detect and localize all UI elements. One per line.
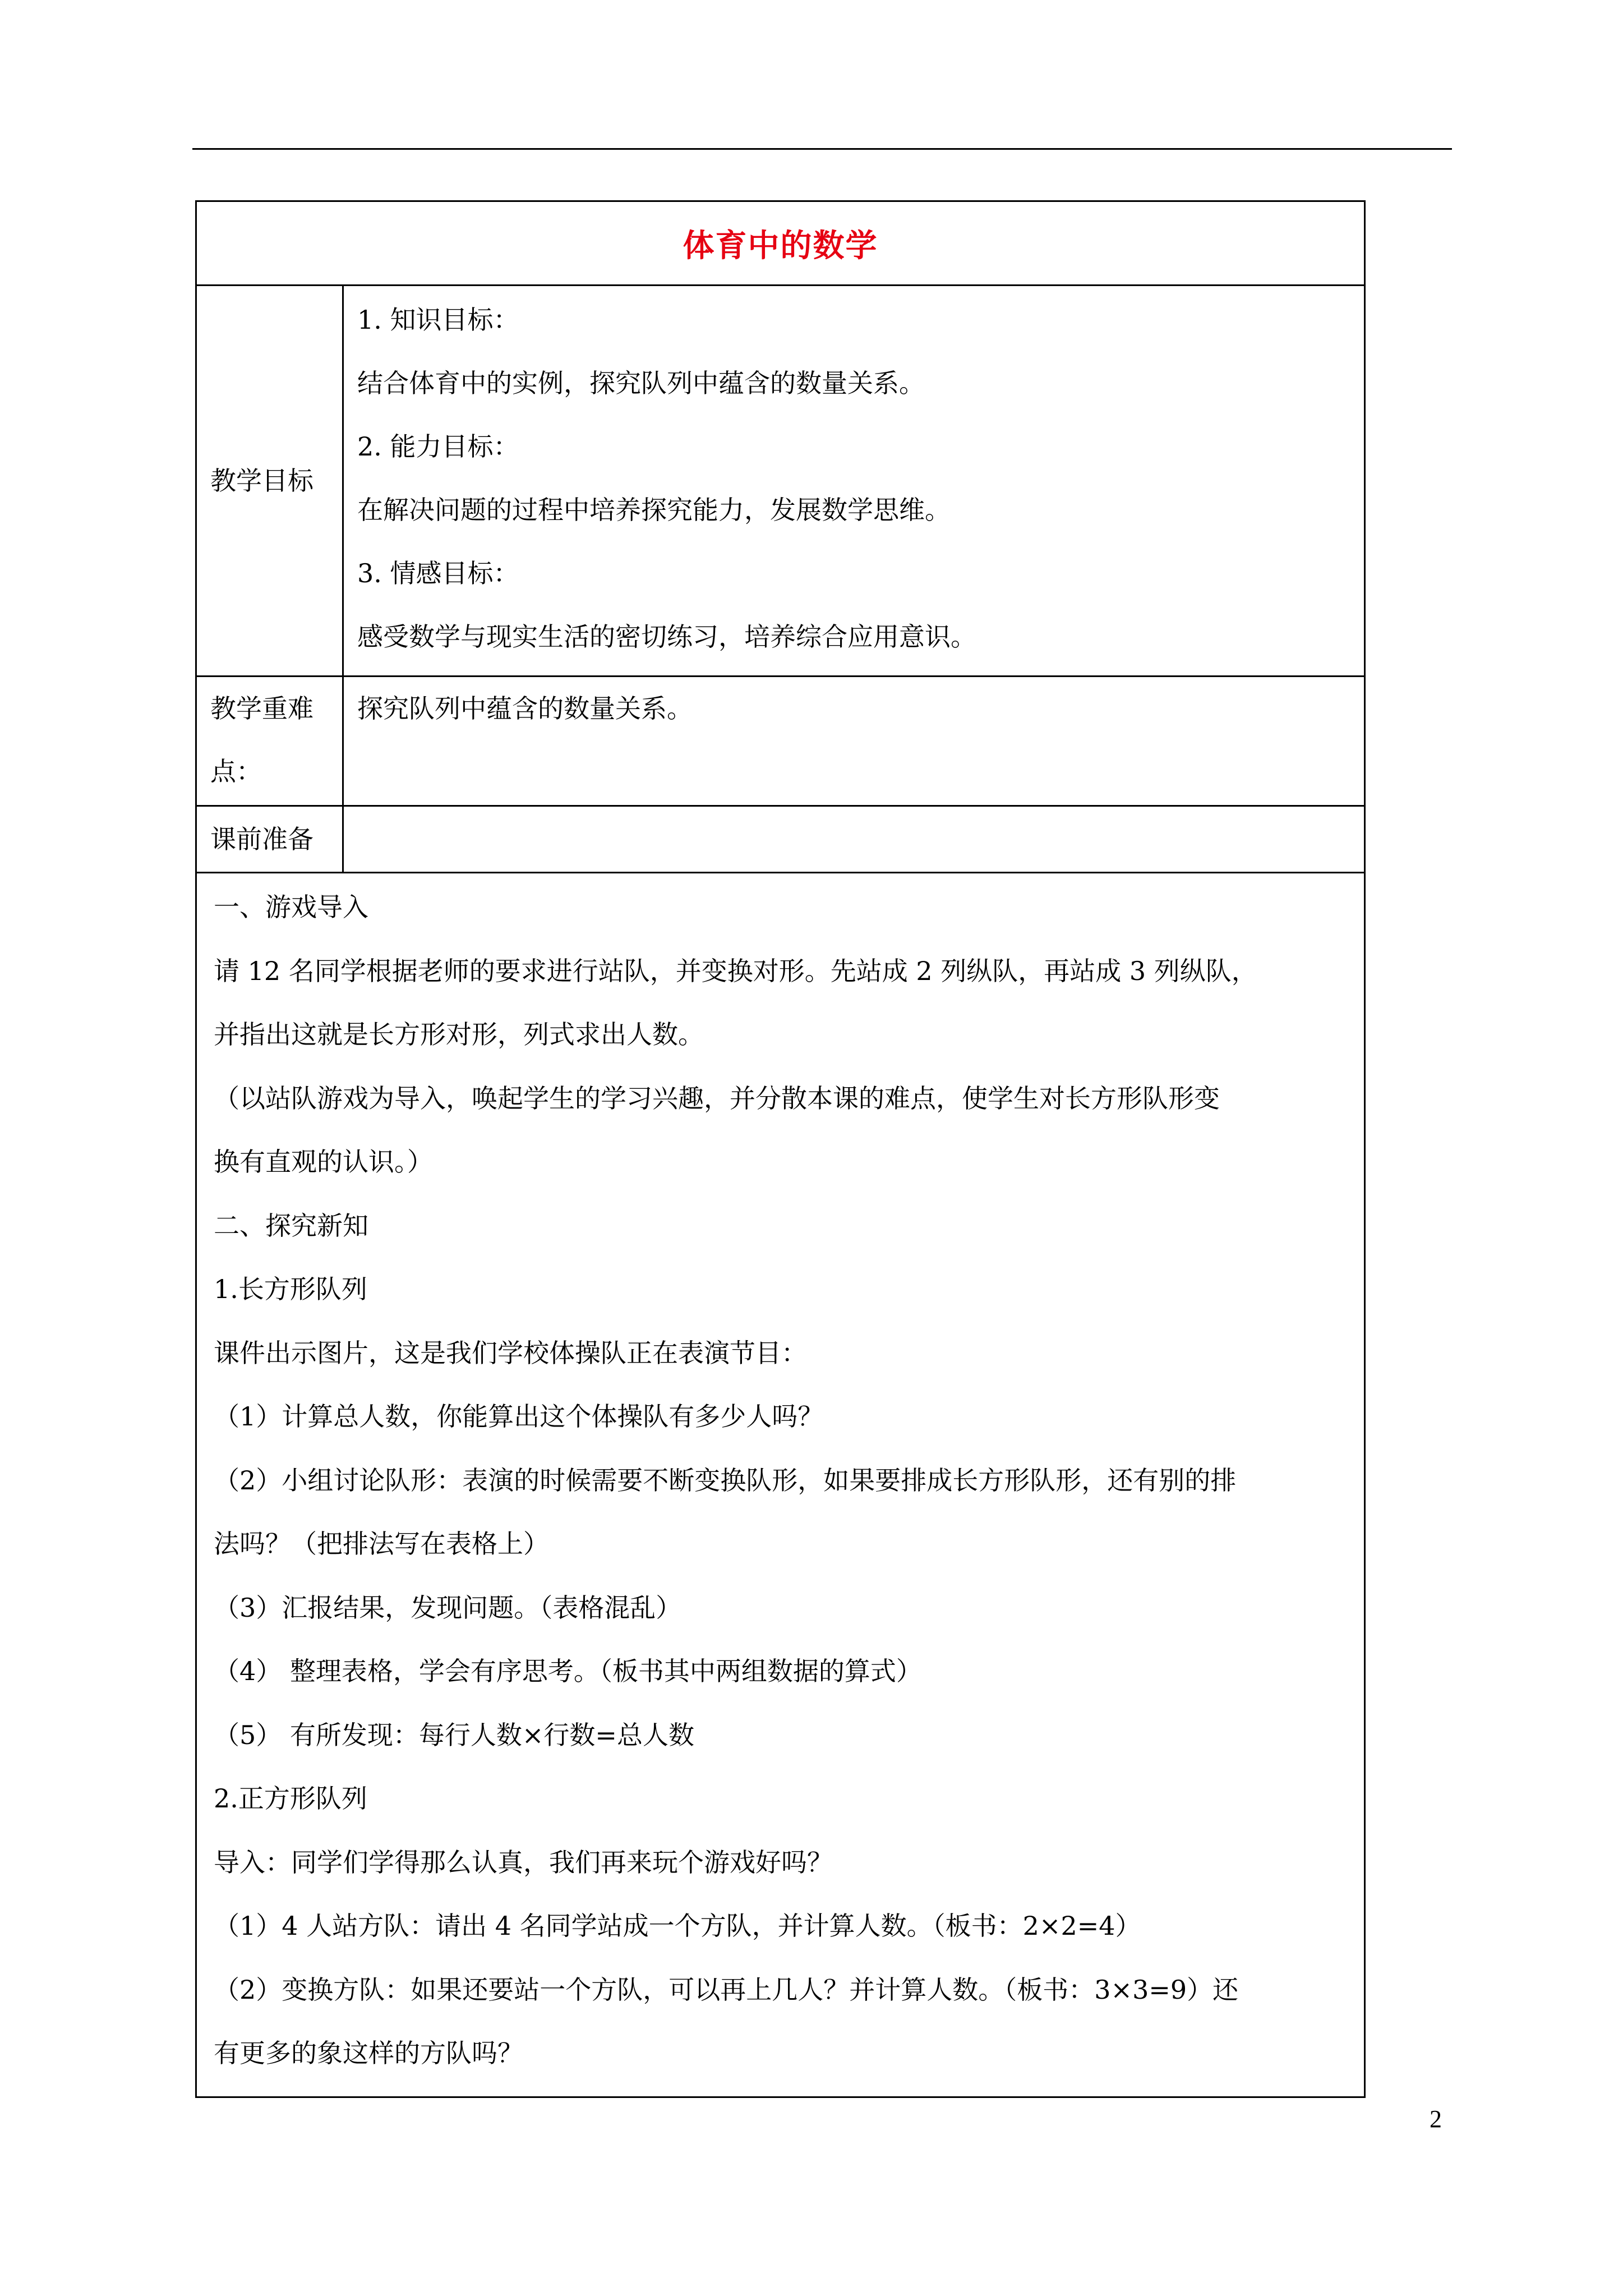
process-line: 法吗？（把排法写在表格上） bbox=[214, 1529, 549, 1559]
process-line: （1）计算总人数，你能算出这个体操队有多少人吗？ bbox=[214, 1401, 824, 1432]
process-line: 导入：同学们学得那么认真，我们再来玩个游戏好吗？ bbox=[214, 1847, 833, 1878]
goals-label: 教学目标 bbox=[196, 286, 343, 677]
process-line: 课件出示图片，这是我们学校体操队正在表演节目： bbox=[214, 1337, 807, 1368]
goals-content bbox=[343, 286, 1365, 677]
preparation-row bbox=[196, 806, 1365, 873]
goal-line: 1. 知识目标： bbox=[357, 305, 519, 335]
process-line: （1）4 人站方队：请出 4 名同学站成一个方队，并计算人数。（板书：2×2=4） bbox=[214, 1911, 1141, 1941]
section-heading: 二、探究新知 bbox=[214, 1210, 368, 1241]
difficulty-label-line2: 点： bbox=[210, 756, 262, 786]
process-content bbox=[196, 873, 1365, 2097]
goal-line: 2. 能力目标： bbox=[357, 431, 519, 462]
process-line: 并指出这就是长方形对形，列式求出人数。 bbox=[214, 1019, 704, 1050]
lesson-plan-table bbox=[195, 200, 1366, 2098]
difficulty-label-line1: 教学重难 bbox=[210, 693, 313, 724]
goal-line: 在解决问题的过程中培养探究能力，发展数学思维。 bbox=[357, 495, 951, 525]
goal-line: 3. 情感目标： bbox=[357, 558, 519, 588]
difficulty-row bbox=[196, 677, 1365, 806]
process-line: （3）汇报结果，发现问题。（表格混乱） bbox=[214, 1592, 682, 1623]
process-line: （2）小组讨论队形：表演的时候需要不断变换队形，如果要排成长方形队形，还有别的排 bbox=[214, 1465, 1237, 1496]
header-rule bbox=[192, 148, 1452, 150]
process-line: （以站队游戏为导入，唤起学生的学习兴趣，并分散本课的难点，使学生对长方形队形变 bbox=[214, 1083, 1220, 1114]
process-row bbox=[196, 873, 1365, 2097]
subsection-heading: 2.正方形队列 bbox=[214, 1783, 367, 1814]
page-number: 2 bbox=[1430, 2105, 1442, 2133]
process-line: 有更多的象这样的方队吗？ bbox=[214, 2038, 523, 2068]
process-line: 换有直观的认识。） bbox=[214, 1147, 433, 1177]
process-line: （4） 整理表格，学会有序思考。（板书其中两组数据的算式） bbox=[214, 1656, 922, 1686]
lesson-title: 体育中的数学 bbox=[196, 201, 1365, 286]
preparation-label: 课前准备 bbox=[196, 806, 343, 873]
preparation-content bbox=[343, 806, 1365, 873]
difficulty-text: 探究队列中蕴含的数量关系。 bbox=[357, 693, 693, 724]
subsection-heading: 1.长方形队列 bbox=[214, 1274, 367, 1304]
difficulty-label bbox=[196, 677, 343, 806]
process-line: 请 12 名同学根据老师的要求进行站队，并变换对形。先站成 2 列纵队，再站成 3 列纵队， bbox=[214, 955, 1257, 986]
difficulty-content bbox=[343, 677, 1365, 806]
goal-line: 感受数学与现实生活的密切练习，培养综合应用意识。 bbox=[357, 622, 976, 652]
section-heading: 一、游戏导入 bbox=[214, 892, 368, 922]
process-line: （5） 有所发现：每行人数×行数=总人数 bbox=[214, 1719, 694, 1750]
goals-row bbox=[196, 286, 1365, 677]
process-line: （2）变换方队：如果还要站一个方队，可以再上几人？并计算人数。（板书：3×3=9）还 bbox=[214, 1974, 1239, 2005]
goal-line: 结合体育中的实例，探究队列中蕴含的数量关系。 bbox=[357, 368, 925, 398]
